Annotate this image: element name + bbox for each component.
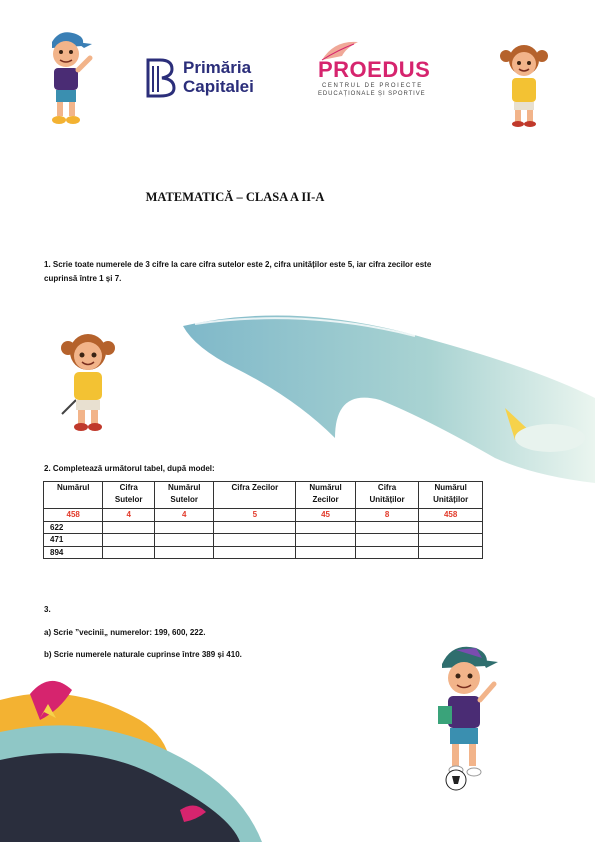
proedus-wordmark: PROEDUS	[318, 57, 431, 82]
table-row-model	[44, 509, 483, 522]
girl-mascot-middle	[56, 326, 120, 434]
table-cell: 622	[44, 521, 103, 534]
table-row	[44, 521, 483, 534]
task-1-text	[44, 258, 514, 286]
header-cifra-zecilor: Cifra Zecilor	[214, 482, 296, 509]
header-numarul-sutelor: Numărul Sutelor	[155, 482, 214, 509]
task-1-line-1: 1. Scrie toate numerele de 3 cifre la care cifra sutelor este 2, cifra unităților este 5, iar cifra zecilor este	[44, 260, 432, 269]
table-cell[interactable]	[419, 546, 483, 559]
bottom-decoration	[0, 660, 300, 842]
task-3a-text: a) Scrie ”vecinii„ numerelor: 199, 600, 222.	[44, 628, 206, 637]
task-3b-text: b) Scrie numerele naturale cuprinse între 389 și 410.	[44, 650, 242, 659]
table-cell[interactable]	[355, 546, 419, 559]
table-cell[interactable]	[419, 534, 483, 547]
table-cell: 45	[296, 509, 355, 522]
girl-mascot-top-right	[496, 38, 552, 128]
table-cell[interactable]	[355, 521, 419, 534]
table-cell: 471	[44, 534, 103, 547]
table-cell[interactable]	[214, 546, 296, 559]
header-cifra-unitatilor: Cifra Unităților	[355, 482, 419, 509]
header-cifra-sutelor: Cifra Sutelor	[103, 482, 155, 509]
table-cell[interactable]	[155, 546, 214, 559]
logo1-line2: Capitalei	[183, 77, 254, 96]
table-cell: 458	[44, 509, 103, 522]
table-cell[interactable]	[214, 521, 296, 534]
table-cell[interactable]	[355, 534, 419, 547]
table-cell[interactable]	[296, 521, 355, 534]
table-cell: 894	[44, 546, 103, 559]
primaria-emblem-icon	[144, 58, 176, 98]
table-cell[interactable]	[155, 534, 214, 547]
task-1-line-2: cuprinsă între 1 și 7.	[44, 274, 122, 283]
table-cell: 5	[214, 509, 296, 522]
header-numarul-zecilor: Numărul Zecilor	[296, 482, 355, 509]
page-title: MATEMATICĂ – CLASA A II-A	[145, 190, 325, 204]
table-cell[interactable]	[419, 521, 483, 534]
header-numarul-unitatilor: Numărul Unităților	[419, 482, 483, 509]
proedus-subtitle-2: EDUCAȚIONALE ȘI SPORTIVE	[318, 91, 426, 97]
boy-mascot-bottom-right	[432, 640, 502, 792]
task-2-label: 2. Completează următorul tabel, după model:	[44, 464, 215, 473]
table-cell[interactable]	[296, 534, 355, 547]
decorative-wave	[175, 308, 595, 483]
proedus-logo	[318, 38, 448, 98]
task-3-number: 3.	[44, 605, 51, 614]
table-cell: 8	[355, 509, 419, 522]
table-cell[interactable]	[103, 521, 155, 534]
header-numarul: Numărul	[44, 482, 103, 509]
table-header-row	[44, 482, 483, 509]
model-table	[43, 481, 483, 559]
table-cell: 4	[103, 509, 155, 522]
primaria-capitalei-wordmark	[183, 58, 254, 96]
table-row	[44, 534, 483, 547]
table-cell[interactable]	[214, 534, 296, 547]
table-cell[interactable]	[103, 534, 155, 547]
primaria-capitalei-logo	[144, 58, 176, 98]
logo1-line1: Primăria	[183, 58, 252, 77]
boy-mascot-top-left	[40, 28, 96, 128]
table-cell: 458	[419, 509, 483, 522]
table-cell: 4	[155, 509, 214, 522]
table-row	[44, 546, 483, 559]
table-cell[interactable]	[103, 546, 155, 559]
table-cell[interactable]	[296, 546, 355, 559]
proedus-subtitle-1: CENTRUL DE PROIECTE	[322, 83, 423, 89]
table-cell[interactable]	[155, 521, 214, 534]
